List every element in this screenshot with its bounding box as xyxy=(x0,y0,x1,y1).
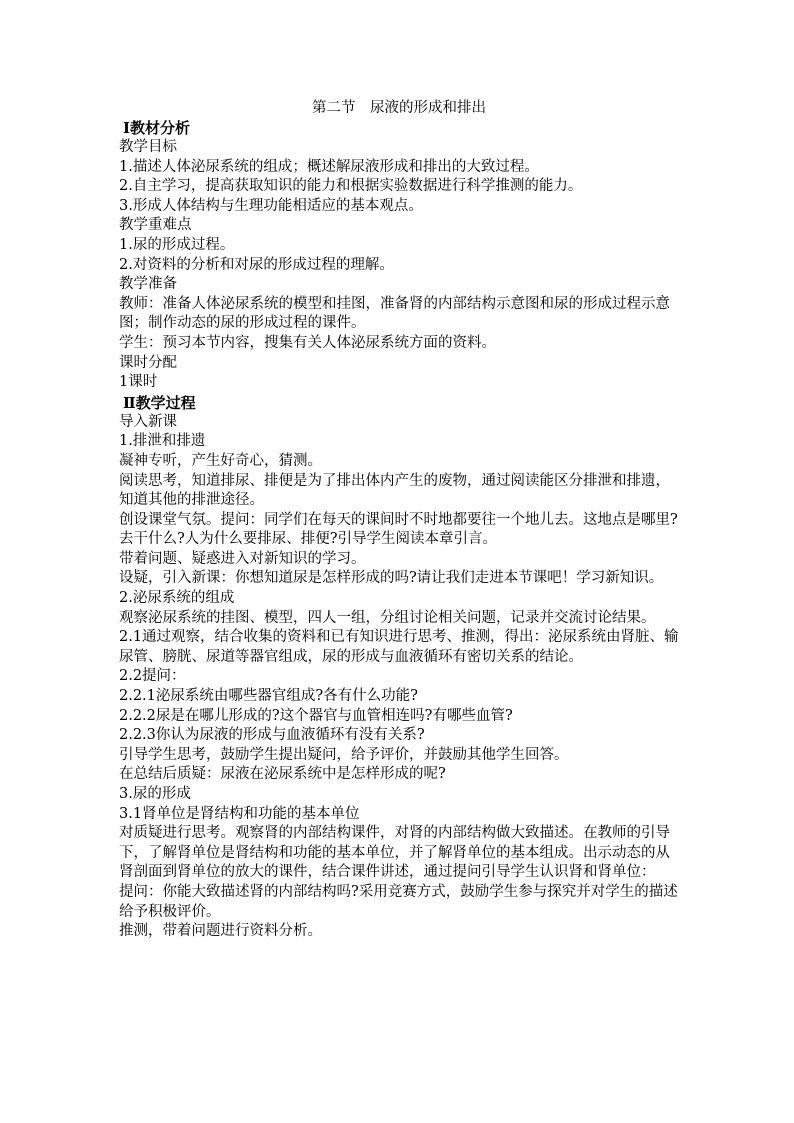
page-title: 第二节 尿液的形成和排出 xyxy=(312,100,486,116)
paragraph: 2.2.1泌尿系统由哪些器官组成?各有什么功能? xyxy=(119,688,418,705)
section-heading: Ⅰ教材分析 xyxy=(123,119,191,137)
paragraph: 1课时 xyxy=(119,374,158,391)
paragraph: 凝神专听，产生好奇心，猜测。 xyxy=(119,452,322,469)
paragraph: 2.泌尿系统的组成 xyxy=(119,590,235,607)
paragraph: 课时分配 xyxy=(119,354,177,371)
paragraph: 2.2提问： xyxy=(119,668,186,685)
paragraph: 教学重难点 xyxy=(119,217,192,234)
paragraph: 1.尿的形成过程。 xyxy=(119,236,235,253)
paragraph: 提问：你能大致描述肾的内部结构吗?采用竞赛方式，鼓励学生参与探究并对学生的描述给予积极评价。 xyxy=(119,883,678,920)
paragraph: 2.1通过观察，结合收集的资料和已有知识进行思考、推测，得出：泌尿系统由肾脏、输尿管、膀胱、尿道等器官组成，尿的形成与血液循环有密切关系的结论。 xyxy=(119,629,679,665)
paragraph: 1.描述人体泌尿系统的组成；概述解尿液形成和排出的大致过程。 xyxy=(119,158,539,175)
paragraph: 设疑，引入新课：你想知道尿是怎样形成的吗?请让我们走进本节课吧！学习新知识。 xyxy=(119,570,664,587)
paragraph: 2.2.2尿是在哪儿形成的?这个器官与血管相连吗?有哪些血管? xyxy=(119,707,513,724)
paragraph: 2.对资料的分析和对尿的形成过程的理解。 xyxy=(119,256,394,273)
paragraph: 导入新课 xyxy=(119,413,177,430)
paragraph: 2.2.3你认为尿液的形成与血液循环有没有关系? xyxy=(119,727,425,744)
paragraph: 教学目标 xyxy=(119,139,177,155)
paragraph: 教学准备 xyxy=(119,276,177,293)
paragraph: 3.形成人体结构与生理功能相适应的基本观点。 xyxy=(119,197,423,214)
paragraph: 3.尿的形成 xyxy=(119,786,191,802)
paragraph: 在总结后质疑：尿液在泌尿系统中是怎样形成的呢? xyxy=(119,766,446,783)
paragraph: 1.排泄和排遗 xyxy=(119,433,206,450)
paragraph: 阅读思考，知道排尿、排便是为了排出体内产生的废物，通过阅读能区分排泄和排遗，知道其他的排泄途径。 xyxy=(119,472,670,509)
paragraph: 带着问题、疑惑进入对新知识的学习。 xyxy=(119,550,366,567)
paragraph: 创设课堂气氛。提问：同学们在每天的课间时不时地都要往一个地儿去。这地点是哪里?去干什么?人为什么要排尿、排便?引导学生阅读本章引言。 xyxy=(119,511,678,548)
paragraph: 教师：准备人体泌尿系统的模型和挂图，准备肾的内部结构示意图和尿的形成过程示意图；制作动态的尿的形成过程的课件。 xyxy=(119,295,670,332)
document-body xyxy=(119,98,679,942)
paragraph: 对质疑进行思考。观察肾的内部结构课件，对肾的内部结构做大致描述。在教师的引导下，了解肾单位是肾结构和功能的基本单位，并了解肾单位的基本组成。出示动态的从肾剖面到肾单位的放大的课件，结合课件讲述，通过提问引导学生认识肾和肾单位： xyxy=(119,825,670,881)
paragraph: 观察泌尿系统的挂图、模型，四人一组，分组讨论相关问题，记录并交流讨论结果。 xyxy=(119,609,656,626)
paragraph: 推测，带着问题进行资料分析。 xyxy=(119,923,322,940)
paragraph: 2.自主学习，提高获取知识的能力和根据实验数据进行科学推测的能力。 xyxy=(119,178,583,195)
section-heading: Ⅱ教学过程 xyxy=(123,393,196,412)
paragraph: 引导学生思考，鼓励学生提出疑问，给予评价，并鼓励其他学生回答。 xyxy=(119,746,569,763)
paragraph: 学生：预习本节内容，搜集有关人体泌尿系统方面的资料。 xyxy=(119,334,496,351)
paragraph: 3.1肾单位是肾结构和功能的基本单位 xyxy=(119,805,360,822)
